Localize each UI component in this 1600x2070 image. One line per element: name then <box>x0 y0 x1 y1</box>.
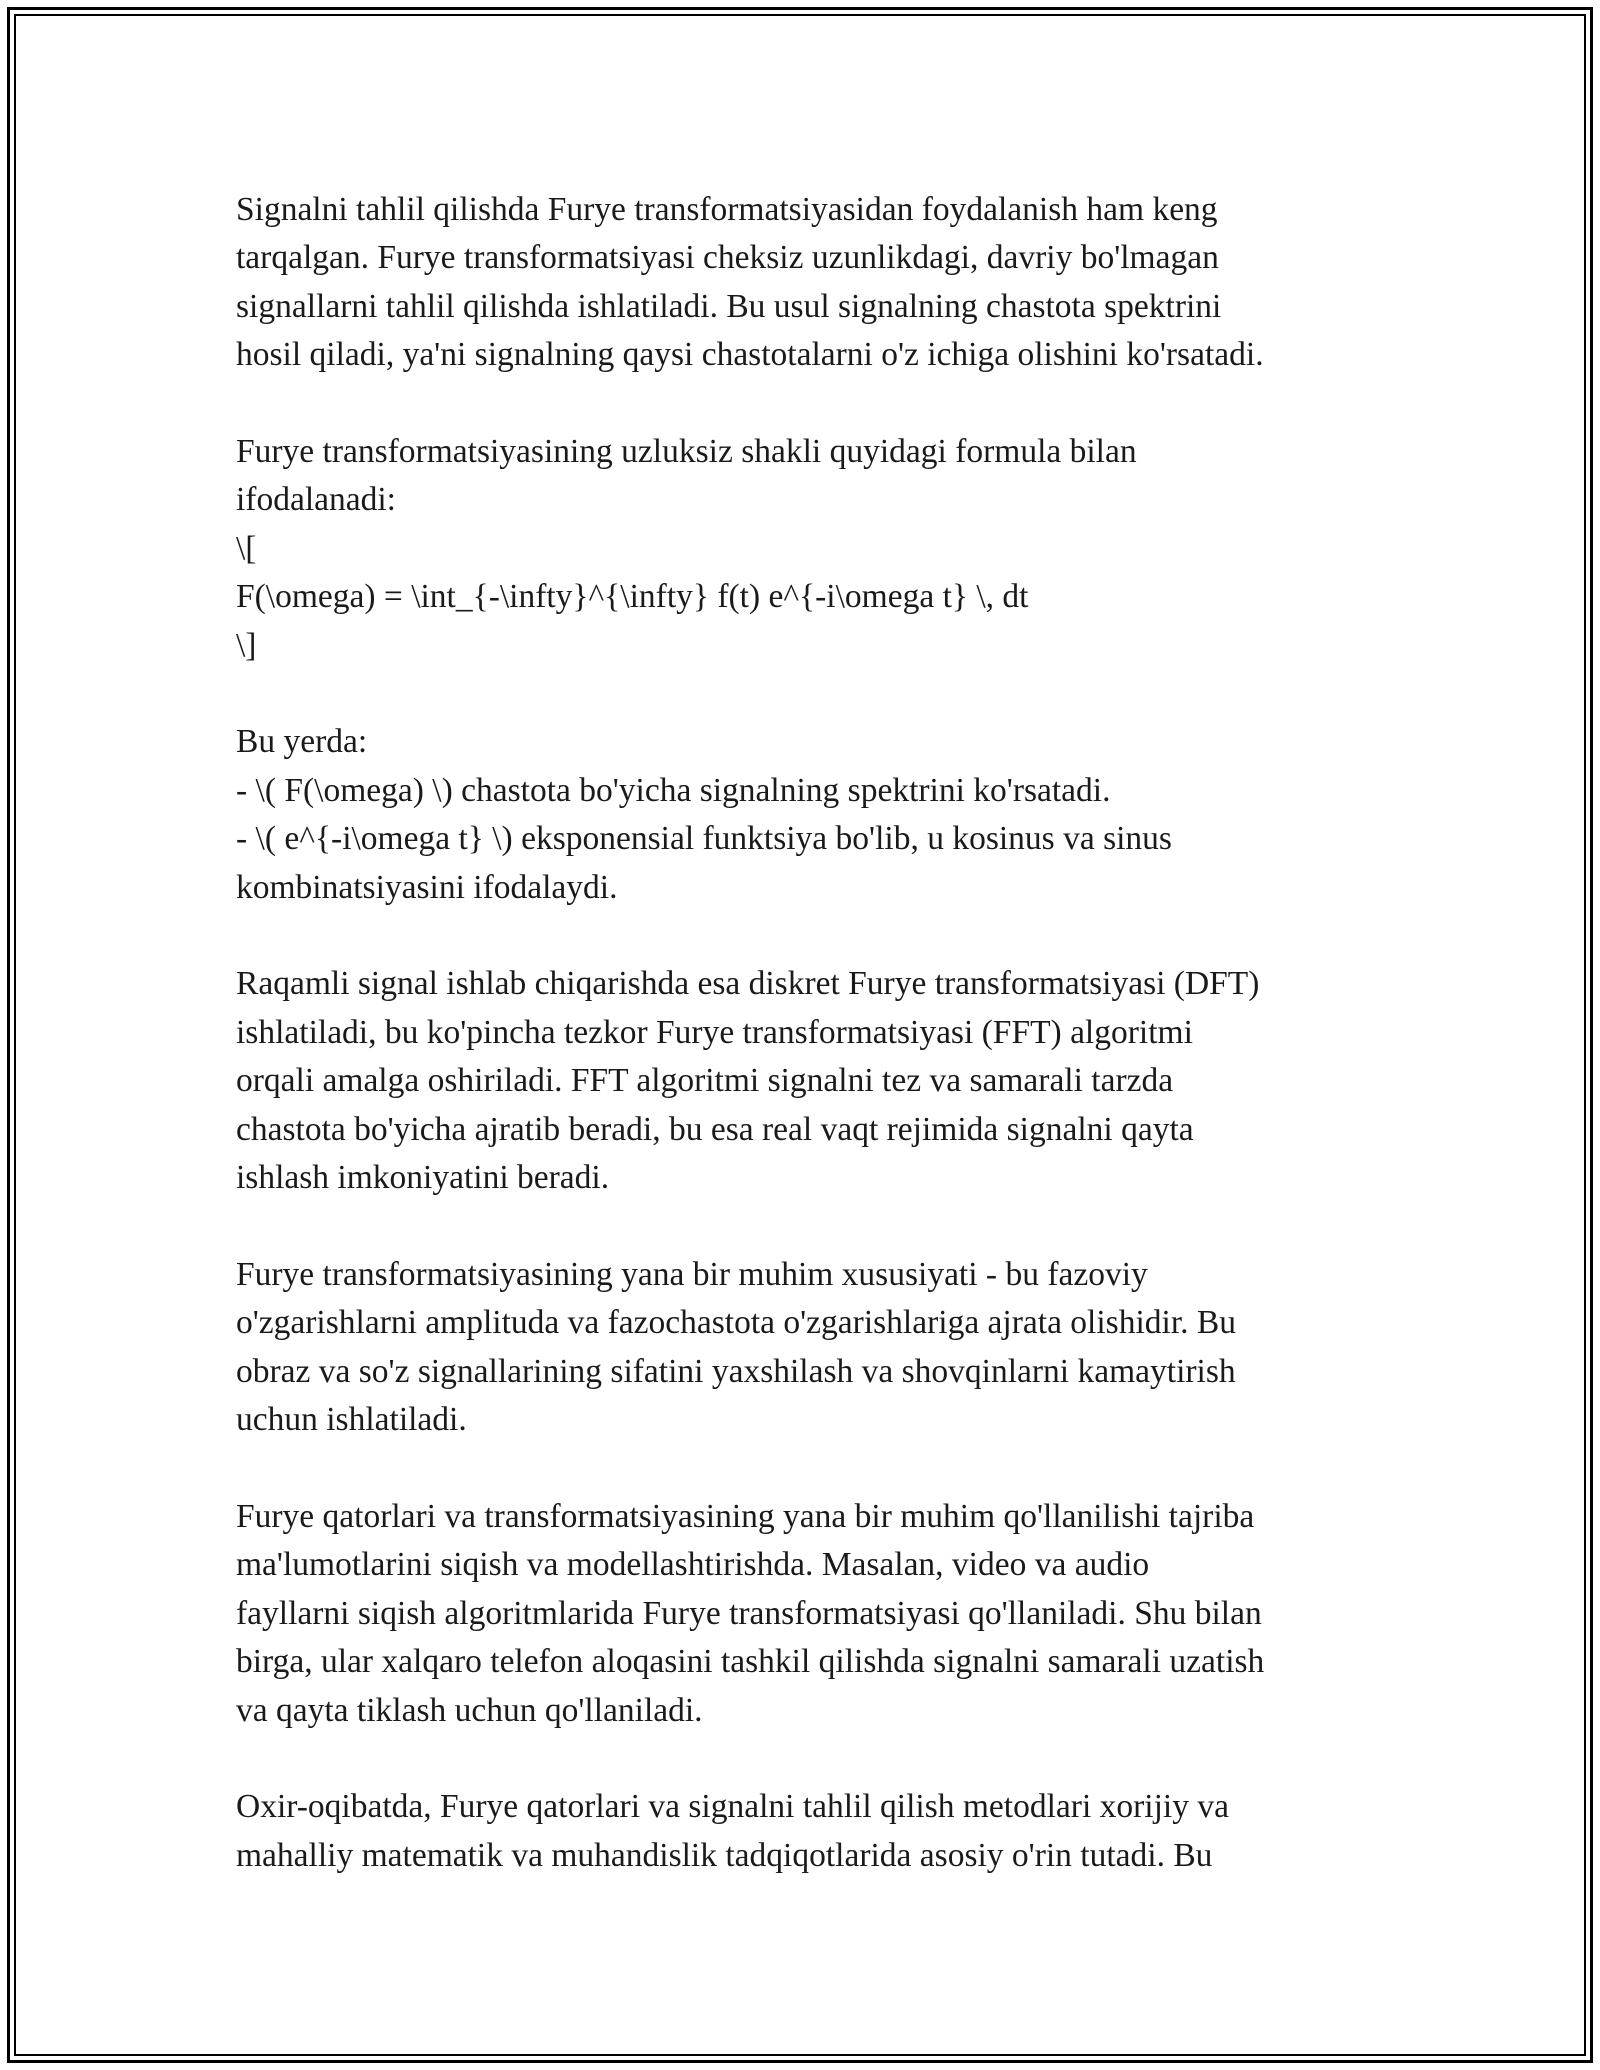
text-line: Raqamli signal ishlab chiqarishda esa diskret Furye transformatsiyasi (DFT) <box>236 965 1260 1003</box>
text-line: tarqalgan. Furye transformatsiyasi cheksiz uzunlikdagi, davriy bo'lmagan <box>236 239 1219 277</box>
text-line: hosil qiladi, ya'ni signalning qaysi chastotalarni o'z ichiga olishini ko'rsatadi. <box>236 336 1264 374</box>
text-line: ifodalanadi: <box>236 481 396 519</box>
paragraph-compression <box>236 1493 1416 1735</box>
text-line: orqali amalga oshiriladi. FFT algoritmi signalni tez va samarali tarzda <box>236 1062 1174 1100</box>
paragraph-formula <box>236 428 1416 670</box>
text-line: ma'lumotlarini siqish va modellashtirishda. Masalan, video va audio <box>236 1546 1150 1584</box>
paragraph-spatial <box>236 1251 1416 1445</box>
formula-close: \] <box>236 626 257 664</box>
paragraph-definitions <box>236 718 1416 912</box>
text-line: birga, ular xalqaro telefon aloqasini tashkil qilishda signalni samarali uzatish <box>236 1643 1265 1681</box>
text-line: Furye qatorlari va transformatsiyasining yana bir muhim qo'llanilishi tajriba <box>236 1497 1255 1535</box>
document-body <box>236 186 1416 1929</box>
text-line: va qayta tiklash uchun qo'llaniladi. <box>236 1691 703 1729</box>
text-line: ishlash imkoniyatini beradi. <box>236 1159 610 1197</box>
formula-body: F(\omega) = \int_{-\infty}^{\infty} f(t) e^{-i\omega t} \, dt <box>236 578 1029 616</box>
text-line: Bu yerda: <box>236 723 368 761</box>
list-item: - \( F(\omega) \) chastota bo'yicha signalning spektrini ko'rsatadi. <box>236 771 1111 809</box>
text-line: mahalliy matematik va muhandislik tadqiqotlarida asosiy o'rin tutadi. Bu <box>236 1836 1213 1874</box>
text-line: o'zgarishlarni amplituda va fazochastota o'zgarishlariga ajrata olishidir. Bu <box>236 1304 1236 1342</box>
text-line: fayllarni siqish algoritmlarida Furye transformatsiyasi qo'llaniladi. Shu bilan <box>236 1594 1262 1632</box>
paragraph-dft-fft <box>236 960 1416 1202</box>
text-line: ishlatiladi, bu ko'pincha tezkor Furye transformatsiyasi (FFT) algoritmi <box>236 1013 1193 1051</box>
text-line: signallarni tahlil qilishda ishlatiladi. Bu usul signalning chastota spektrini <box>236 287 1222 325</box>
text-line: kombinatsiyasini ifodalaydi. <box>236 868 618 906</box>
text-line: Furye transformatsiyasining uzluksiz shakli quyidagi formula bilan <box>236 433 1137 471</box>
text-line: uchun ishlatiladi. <box>236 1401 467 1439</box>
paragraph-conclusion <box>236 1783 1416 1880</box>
list-item: - \( e^{-i\omega t} \) eksponensial funktsiya bo'lib, u kosinus va sinus <box>236 820 1172 858</box>
text-line: Oxir-oqibatda, Furye qatorlari va signalni tahlil qilish metodlari xorijiy va <box>236 1788 1229 1826</box>
formula-open: \[ <box>236 529 257 567</box>
paragraph-fourier-intro <box>236 186 1416 380</box>
text-line: chastota bo'yicha ajratib beradi, bu esa real vaqt rejimida signalni qayta <box>236 1110 1194 1148</box>
text-line: Furye transformatsiyasining yana bir muhim xususiyati - bu fazoviy <box>236 1255 1148 1293</box>
text-line: obraz va so'z signallarining sifatini yaxshilash va shovqinlarni kamaytirish <box>236 1352 1236 1390</box>
text-line: Signalni tahlil qilishda Furye transformatsiyasidan foydalanish ham keng <box>236 191 1218 228</box>
